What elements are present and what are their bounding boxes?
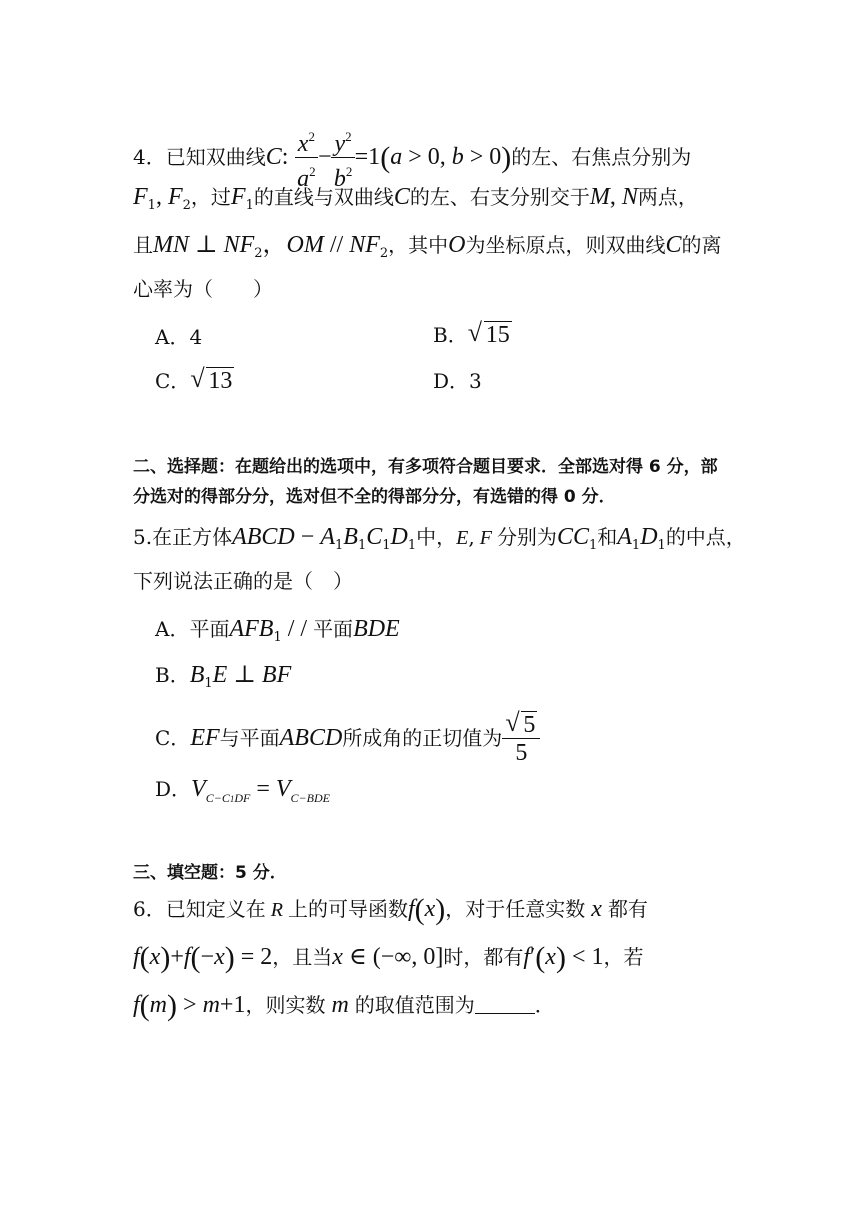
q4-option-d: D．3	[433, 369, 482, 393]
q5-line-1: 5.在正方体ABCD − $A_1B_1C_1D_1$中，E, F 分别为$CC_1$和$A_1D_1$的中点，	[133, 524, 746, 553]
answer-blank[interactable]	[475, 1013, 535, 1014]
q5-option-d: D．$V_{C-C1DF} = V_{C-BDE}$	[155, 776, 330, 805]
fraction-x2-a2: $\frac{x^2}{a^2}$	[295, 124, 318, 193]
q4-line-3: 且MN ⊥ $NF_2$，OM // $NF_2$，其中O为坐标原点，则双曲线C的离	[133, 232, 722, 261]
q4-option-b: B． √ 15	[433, 318, 510, 348]
q4-line-2: $F_1$, $F_2$，过$F_1$的直线与双曲线C的左、右支分别交于M, N两点，	[133, 184, 698, 213]
fraction-sqrt5-5: √ 5 5	[502, 712, 540, 767]
q4-line-4: 心率为（ ）	[133, 277, 273, 301]
q5-option-b: B．$B_1E$ ⊥ BF	[155, 662, 292, 691]
section2-heading-line2: 分选对的得部分分，选对但不全的得部分分，有选错的得 0 分．	[133, 487, 616, 507]
q6-line-2: f(x)+f(−x) = 2，且当x ∈ (−∞, 0]时，都有f′(x) < 1，若	[133, 941, 644, 974]
q4-line-1: 4．已知双曲线C: $\frac{x^2}{a^2}$ − $\frac{y^2}{b^2}$ =1(a > 0, b > 0)的左、右焦点分别为	[133, 124, 691, 193]
q6-line-3: f(m) > m+1，则实数 m 的取值范围为 ．	[133, 989, 555, 1022]
q4-option-a: A．4	[155, 325, 203, 349]
q5-line-2: 下列说法正确的是（ ）	[133, 569, 353, 593]
fraction-y2-b2: $\frac{y^2}{b^2}$	[331, 124, 354, 193]
section2-heading-line1: 二、选择题：在题给出的选项中，有多项符合题目要求．全部选对得 6 分，部	[133, 457, 718, 477]
q5-option-c: C．EF与平面ABCD所成角的正切值为 √ 5 5	[155, 712, 540, 767]
section3-heading: 三、填空题：5 分．	[133, 863, 287, 883]
q5-option-a: A．平面$AFB_1$ / / 平面BDE	[155, 616, 400, 645]
q4-option-c: C． √ 13	[155, 364, 233, 394]
q6-line-1: 6．已知定义在 R 上的可导函数f(x)，对于任意实数 x 都有	[133, 893, 648, 926]
